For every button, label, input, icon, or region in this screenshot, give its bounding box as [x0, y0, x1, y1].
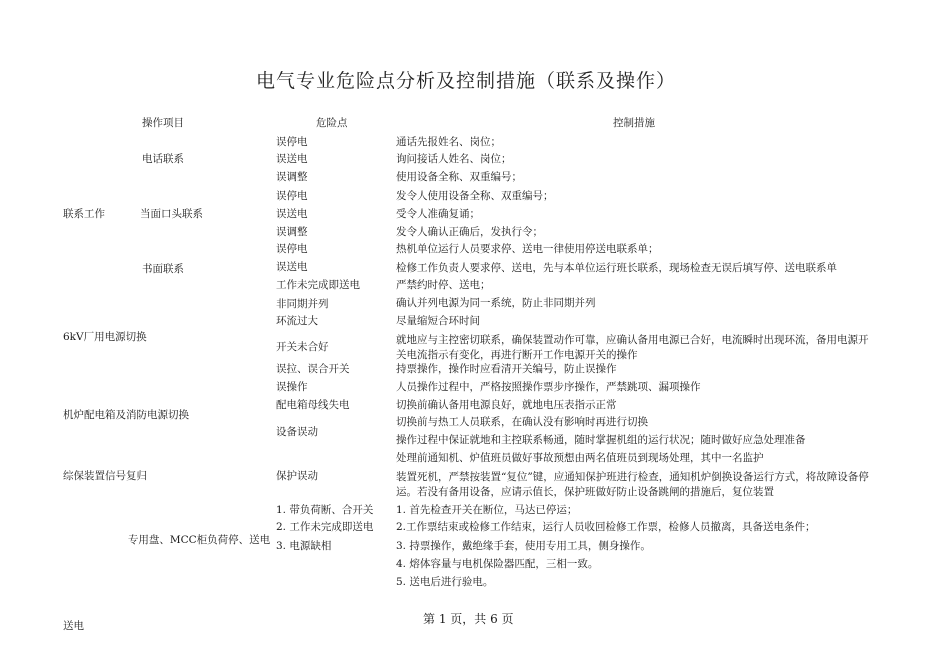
danger-3: 误停电 [276, 190, 308, 202]
danger-13: 误操作 [276, 381, 308, 393]
control-1: 询问接话人姓名、岗位； [396, 153, 512, 165]
group-phone: 电话联系 [142, 153, 184, 165]
danger-18: 保护误动 [276, 470, 318, 482]
group-boiler: 机炉配电箱及消防电源切换 [63, 409, 189, 421]
control-6: 热机单位运行人员要求停、送电一律使用停送电联系单； [396, 243, 659, 255]
danger-12: 误拉、误合开关 [276, 363, 350, 375]
danger-7: 误送电 [276, 261, 308, 273]
control-5: 发令人确认正确后，发执行令； [396, 226, 543, 238]
control-11: 就地应与主控密切联系，确保装置动作可靠，应确认备用电源已合好，电流瞬时出现环流，备用电源开关电流指示有变化，再进行断开工作电源开关的操作 [396, 334, 869, 362]
control-12: 持票操作，操作时应看清开关编号，防止误操作 [396, 363, 617, 375]
danger-19: 1. 带负荷断、合开关 [276, 504, 374, 516]
group-6kv: 6kV厂用电源切换 [63, 331, 147, 343]
danger-1: 误送电 [276, 153, 308, 165]
header-item: 操作项目 [142, 117, 184, 129]
control-20: 2.工作票结束或检修工作结束，运行人员收回检修工作票，检修人员撤离，具备送电条件； [396, 521, 816, 533]
danger-4: 误送电 [276, 208, 308, 220]
group-face: 当面口头联系 [140, 208, 203, 220]
danger-2: 误调整 [276, 171, 308, 183]
control-18: 装置死机，严禁按装置“复位”键，应通知保护班进行检查，通知机炉倒换设备运行方式，将故障设备停运。若没有备用设备，应请示值长，保护班做好防止设备跳闸的措施后，复位装置 [396, 471, 869, 499]
control-21: 3. 持票操作，戴绝缘手套，使用专用工具，侧身操作。 [396, 540, 651, 552]
control-9: 确认并列电源为同一系统，防止非同期并列 [396, 297, 596, 309]
danger-8: 工作未完成即送电 [276, 279, 360, 291]
control-22: 4. 熔体容量与电机保险器匹配，三相一致。 [396, 558, 599, 570]
control-2: 使用设备全称、双重编号； [396, 171, 522, 183]
danger-0: 误停电 [276, 136, 308, 148]
danger-11: 开关未合好 [276, 341, 329, 353]
danger-10: 环流过大 [276, 315, 318, 327]
header-danger: 危险点 [316, 117, 348, 129]
header-control: 控制措施 [613, 117, 655, 129]
control-4: 受令人准确复诵； [396, 208, 480, 220]
group-bottom: 送电 [63, 620, 84, 632]
control-16: 操作过程中保证就地和主控联系畅通，随时掌握机组的运行状况；随时做好应急处理准备 [396, 434, 806, 446]
danger-16: 设备误动 [276, 426, 318, 438]
danger-5: 误调整 [276, 226, 308, 238]
danger-14: 配电箱母线失电 [276, 399, 350, 411]
control-14: 切换前确认备用电源良好，就地电压表指示正常 [396, 399, 617, 411]
control-7: 检修工作负责人要求停、送电，先与本单位运行班长联系，现场检查无误后填写停、送电联系单 [396, 262, 837, 274]
control-15: 切换前与热工人员联系，在确认没有影响时再进行切换 [396, 416, 648, 428]
page-footer: 第 1 页，共 6 页 [423, 612, 514, 626]
group-liaison: 联系工作 [63, 208, 105, 220]
control-3: 发令人使用设备全称、双重编号； [396, 190, 554, 202]
control-8: 严禁约时停、送电； [396, 279, 491, 291]
control-23: 5. 送电后进行验电。 [396, 576, 494, 588]
group-protection: 综保装置信号复归 [63, 470, 147, 482]
control-19: 1. 首先检查开关在断位，马达已停运； [396, 504, 578, 516]
danger-21: 3. 电源缺相 [276, 540, 332, 552]
danger-20: 2. 工作未完成即送电 [276, 521, 374, 533]
group-mcc: 专用盘、MCC柜负荷停、送电 [127, 534, 271, 546]
control-0: 通话先报姓名、岗位； [396, 136, 501, 148]
control-17: 处理前通知机、炉值班员做好事故预想由两名值班员到现场处理，其中一名监护 [396, 452, 764, 464]
danger-9: 非同期并列 [276, 298, 329, 310]
control-10: 尽量缩短合环时间 [396, 315, 480, 327]
page-title: 电气专业危险点分析及控制措施（联系及操作） [256, 70, 677, 92]
group-written: 书面联系 [142, 263, 184, 275]
control-13: 人员操作过程中，严格按照操作票步序操作，严禁跳项、漏项操作 [396, 381, 701, 393]
danger-6: 误停电 [276, 243, 308, 255]
